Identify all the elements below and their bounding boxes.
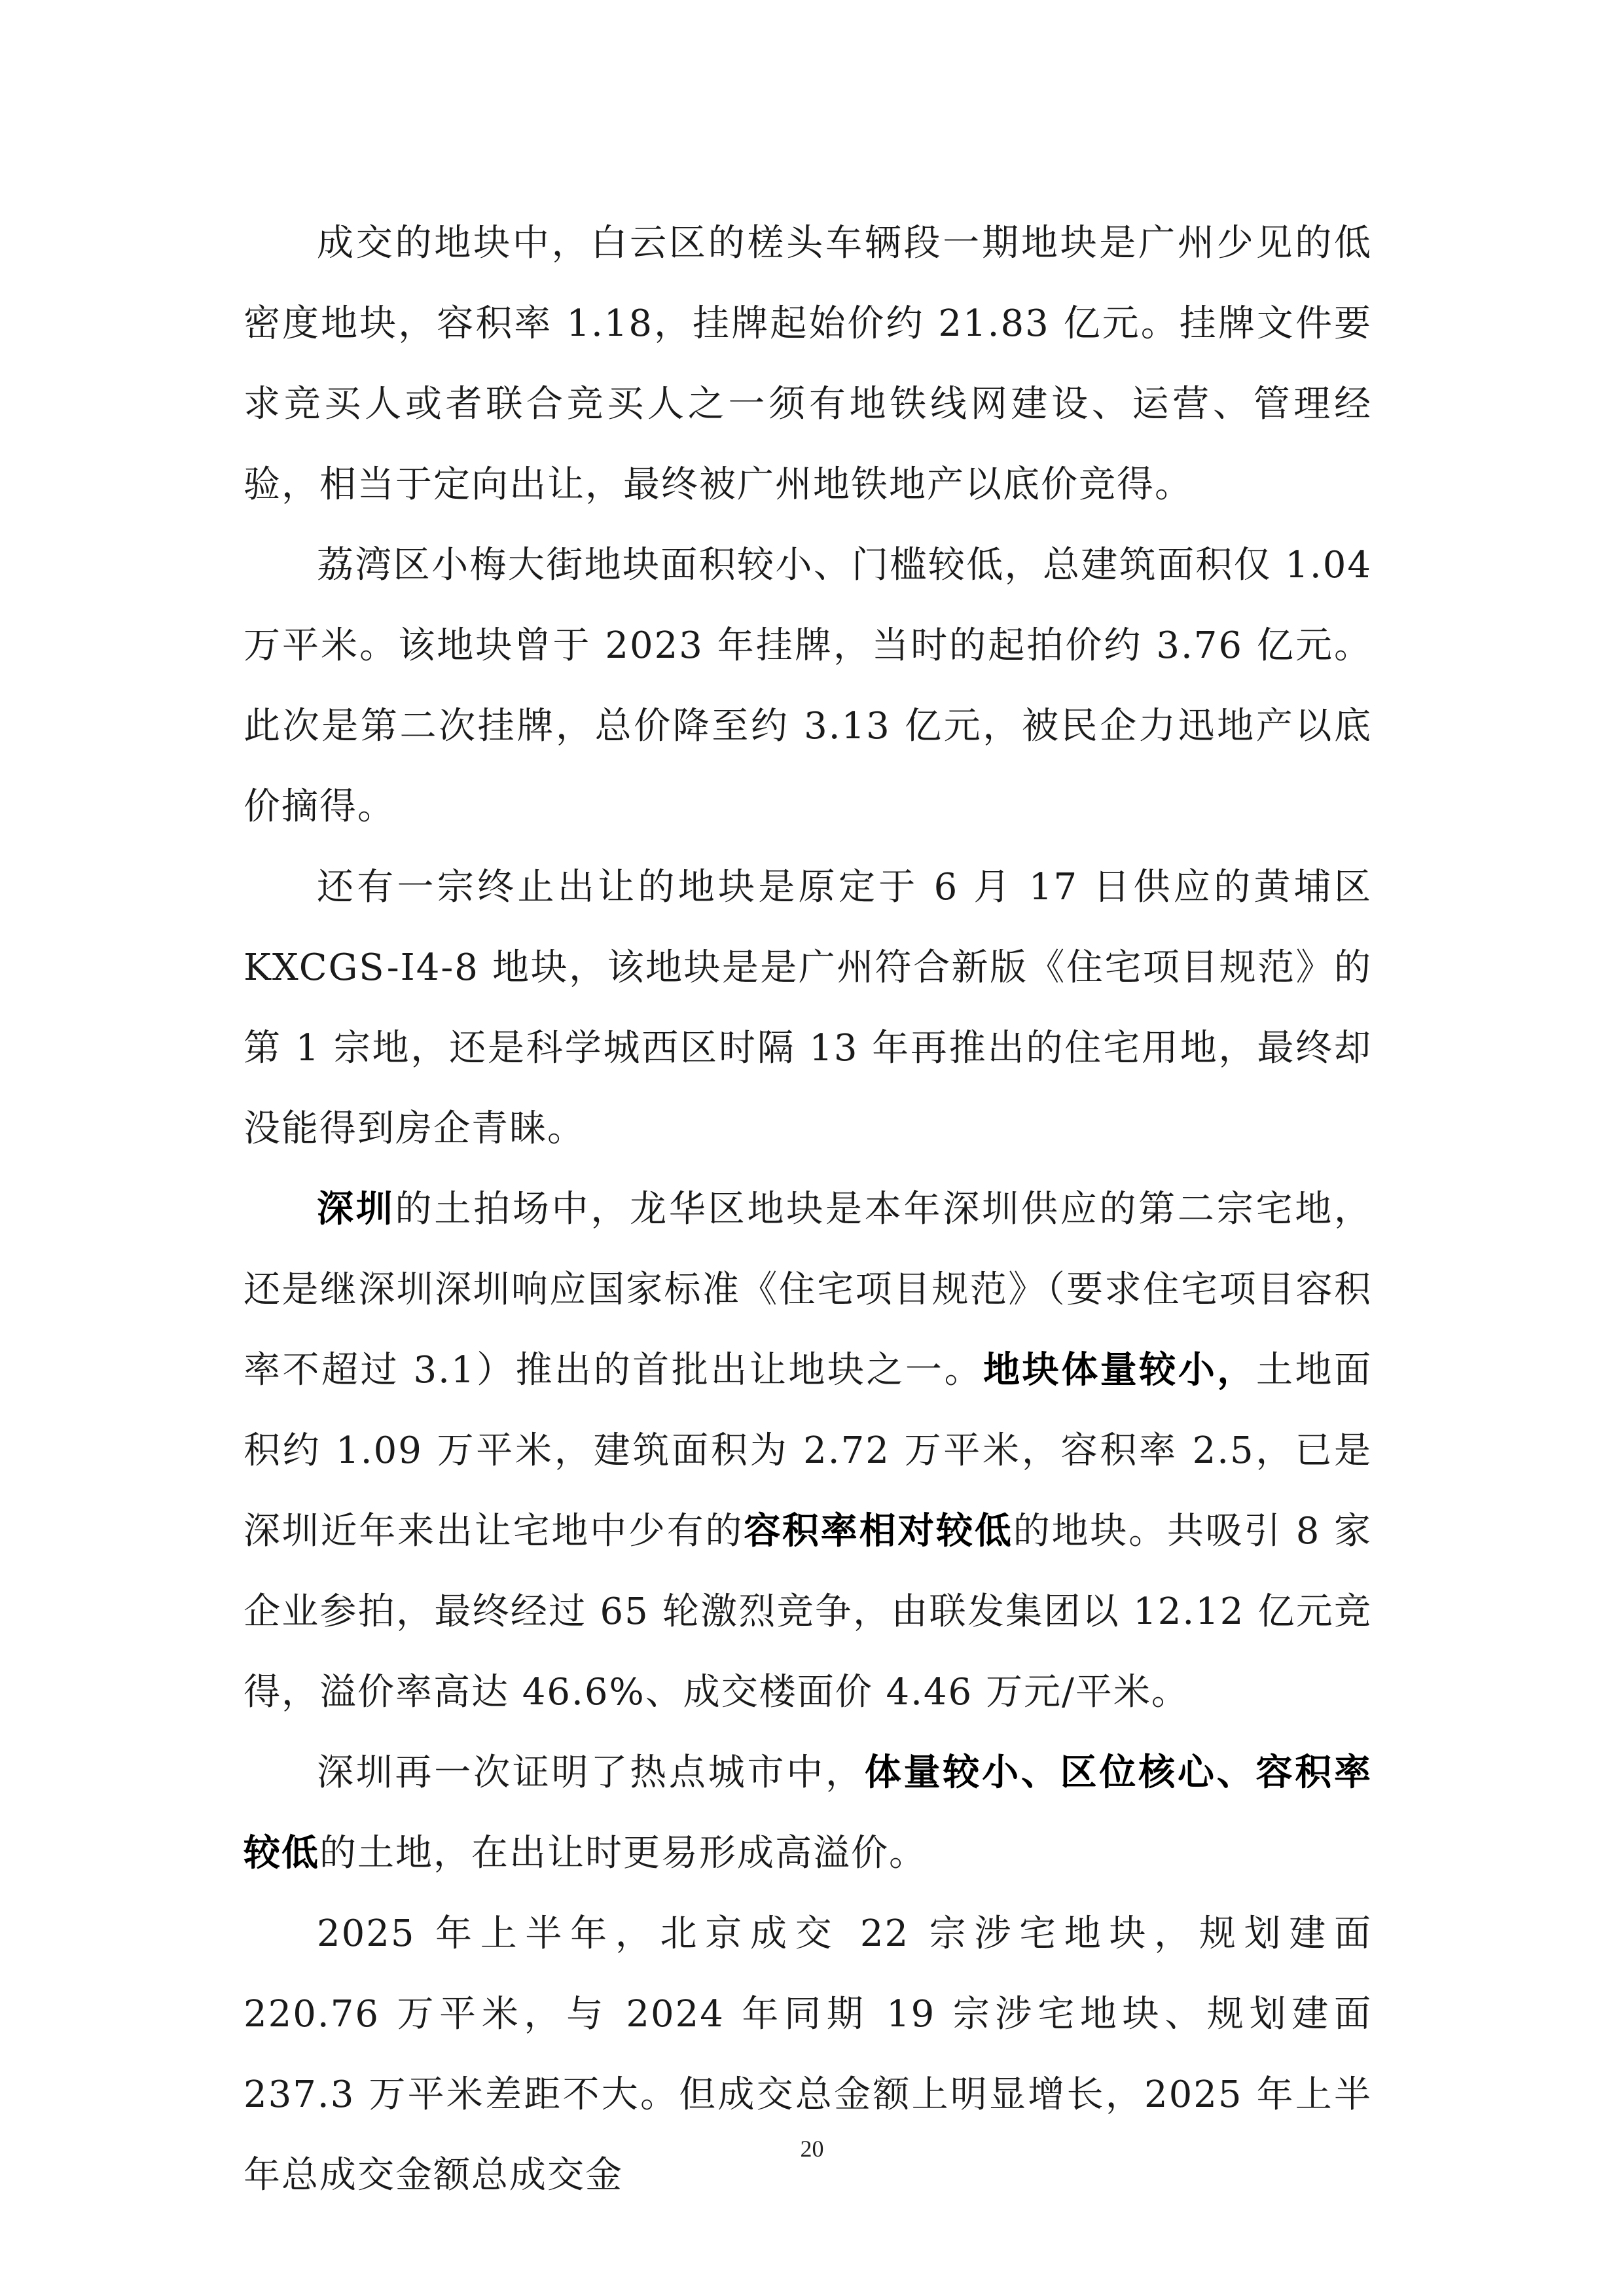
paragraph-baiyun-plot	[244, 203, 1372, 525]
page-number: 20	[800, 2136, 824, 2162]
text-segment: 还有一宗终止出让的地块是原定于 6 月 17 日供应的黄埔区 KXCGS-I4-8 地块，该地块是是广州符合新版《住宅项目规范》的第 1 宗地，还是科学城西区时隔 13 年再推出的住宅用地，最终却没能得到房企青睐。	[244, 866, 1372, 1150]
body-text	[244, 203, 1372, 2215]
text-segment: 的地块。共吸引 8 家企业参拍，最终经过 65 轮激烈竞争，由联发集团以 12.12 亿元竞得，溢价率高达 46.6%、成交楼面价 4.46 万元/平米。	[244, 1510, 1373, 1713]
paragraph-shenzhen-conclusion	[244, 1732, 1372, 1893]
bold-text-segment: 地块体量较小，	[983, 1349, 1256, 1391]
text-segment: 2025 年上半年，北京成交 22 宗涉宅地块，规划建面 220.76 万平米，与 2024 年同期 19 宗涉宅地块、规划建面 237.3 万平米差距不大。但成交总金额上明显增长，2025 年上半年总成交金额总成交金	[244, 1912, 1372, 2197]
text-segment: 的土地，在出让时更易形成高溢价。	[319, 1832, 927, 1874]
text-segment: 荔湾区小梅大街地块面积较小、门槛较低，总建筑面积仅 1.04 万平米。该地块曾于 2023 年挂牌，当时的起拍价约 3.76 亿元。此次是第二次挂牌，总价降至约 3.13 亿元，被民企力迅地产以底价摘得。	[244, 544, 1372, 828]
text-segment: 的土拍场中，龙华区地块是本年深圳供应的第二宗宅地，还是继深圳深圳响应国家标准《住宅项目规范》（要求住宅项目容积率不超过 3.1）推出的首批出让地块之一。	[244, 1188, 1373, 1391]
bold-text-segment: 深圳	[317, 1188, 395, 1230]
paragraph-shenzhen-auction	[244, 1169, 1372, 1732]
text-segment: 深圳再一次证明了热点城市中，	[317, 1751, 865, 1794]
bold-text-segment: 容积率相对较低	[744, 1510, 1013, 1552]
text-segment: 土地面积约 1.09 万平米，建筑面积为 2.72 万平米，容积率 2.5，已是深圳近年来出让宅地中少有的	[244, 1349, 1373, 1552]
bold-text-segment: 体量较小、区位核心、容积率较低	[244, 1751, 1373, 1874]
paragraph-liwan-plot	[244, 525, 1372, 847]
paragraph-beijing-summary	[244, 1893, 1372, 2215]
paragraph-huangpu-plot	[244, 847, 1372, 1169]
text-segment: 成交的地块中，白云区的槎头车辆段一期地块是广州少见的低密度地块，容积率 1.18，挂牌起始价约 21.83 亿元。挂牌文件要求竞买人或者联合竞买人之一须有地铁线网建设、运营、管理经验，相当于定向出让，最终被广州地铁地产以底价竞得。	[244, 222, 1372, 506]
